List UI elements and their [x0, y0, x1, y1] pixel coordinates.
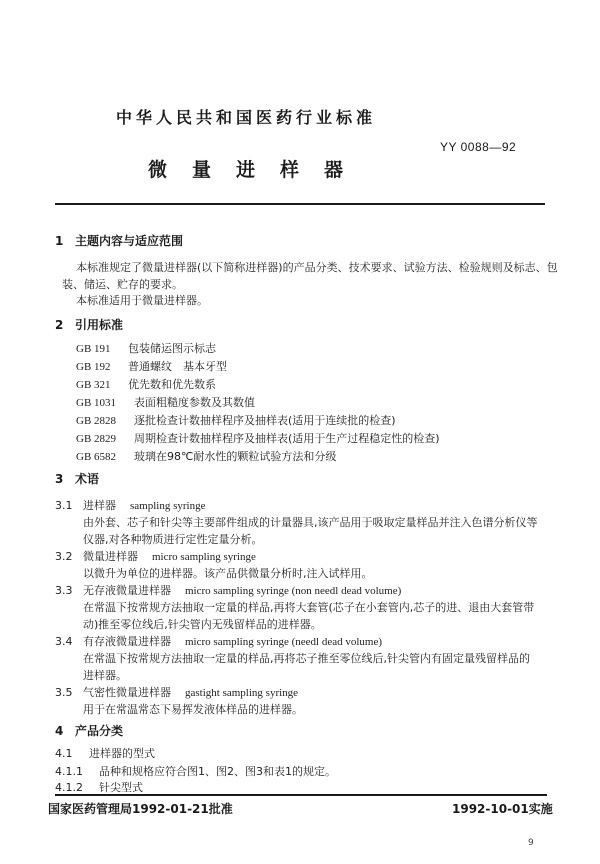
- standard-code: YY 0088—92: [440, 140, 517, 154]
- header-divider: [55, 203, 545, 205]
- reference-item: GB 192 普通螺纹 基本牙型: [76, 360, 227, 373]
- issuing-organization: 中华人民共和国医药行业标准: [116, 108, 377, 127]
- title-char: 量: [192, 159, 212, 181]
- term-3-2: 3.2 微量进样器 micro sampling syringe: [55, 550, 256, 563]
- clause-4-1: 4.1 进样器的型式: [55, 747, 155, 760]
- section-4-heading: 4 产品分类: [55, 724, 124, 738]
- term-3-4: 3.4 有存液微量进样器 micro sampling syringe (needl dead volume): [55, 635, 383, 648]
- section-2-heading: 2 引用标准: [55, 318, 124, 332]
- section-1-para-1-cont: 装、储运、贮存的要求。: [62, 278, 183, 291]
- term-3-3-desc: 在常温下按常规方法抽取一定量的样品,再将大套管(芯子在小套管内,芯子的进、退由大套管带: [83, 601, 535, 614]
- term-3-1-desc: 仪器,对各种物质进行定性定量分析。: [83, 533, 263, 546]
- reference-item: GB 2829 周期检查计数抽样程序及抽样表(适用于生产过程稳定性的检查): [76, 432, 440, 445]
- section-1-para-2: 本标准适用于微量进样器。: [76, 294, 208, 307]
- section-1-para-1: 本标准规定了微量进样器(以下简称进样器)的产品分类、技术要求、试验方法、检验规则及标志、包: [76, 261, 558, 274]
- term-3-4-desc: 在常温下按常规方法抽取一定量的样品,再将芯子推至零位线后,针尖管内有固定量残留样品的: [83, 652, 530, 665]
- term-3-5: 3.5 气密性微量进样器 gastight sampling syringe: [55, 686, 299, 699]
- footer-divider: [55, 794, 547, 796]
- term-3-4-desc: 进样器。: [83, 669, 127, 682]
- section-1-heading: 1 主题内容与适应范围: [55, 234, 184, 248]
- term-3-3-desc: 动)推至零位线后,针尖管内无残留样品的进样器。: [83, 618, 322, 631]
- term-3-3: 3.3 无存液微量进样器 micro sampling syringe (non needl dead volume): [55, 584, 402, 597]
- term-3-1-desc: 由外套、芯子和针尖等主要部件组成的计量器具,该产品用于吸取定量样品并注入色谱分析仪等: [83, 516, 538, 529]
- reference-item: GB 6582 玻璃在98℃耐水性的颗粒试验方法和分级: [76, 450, 337, 463]
- reference-item: GB 2828 逐批检查计数抽样程序及抽样表(适用于连续批的检查): [76, 414, 396, 427]
- approval-date: 国家医药管理局1992-01-21批准: [48, 802, 233, 816]
- term-3-2-desc: 以微升为单位的进样器。该产品供微量分析时,注入试样用。: [83, 567, 373, 580]
- document-title: [148, 155, 368, 182]
- effective-date: 1992-10-01实施: [452, 802, 553, 816]
- section-3-heading: 3 术语: [55, 472, 100, 486]
- term-3-5-desc: 用于在常温常态下易挥发液体样品的进样器。: [83, 703, 303, 716]
- reference-item: GB 1031 表面粗糙度参数及其数值: [76, 396, 255, 409]
- clause-4-1-1: 4.1.1 品种和规格应符合图1、图2、图3和表1的规定。: [55, 765, 336, 778]
- page-number: 9: [528, 838, 534, 848]
- title-char: 器: [324, 159, 344, 181]
- title-char: 微: [148, 159, 168, 181]
- clause-4-1-2: 4.1.2 针尖型式: [55, 781, 143, 794]
- title-char: 样: [280, 159, 300, 181]
- title-char: 进: [236, 159, 256, 181]
- reference-item: GB 191 包装储运图示标志: [76, 342, 216, 355]
- reference-item: GB 321 优先数和优先数系: [76, 378, 216, 391]
- term-3-1: 3.1 进样器 sampling syringe: [55, 499, 206, 512]
